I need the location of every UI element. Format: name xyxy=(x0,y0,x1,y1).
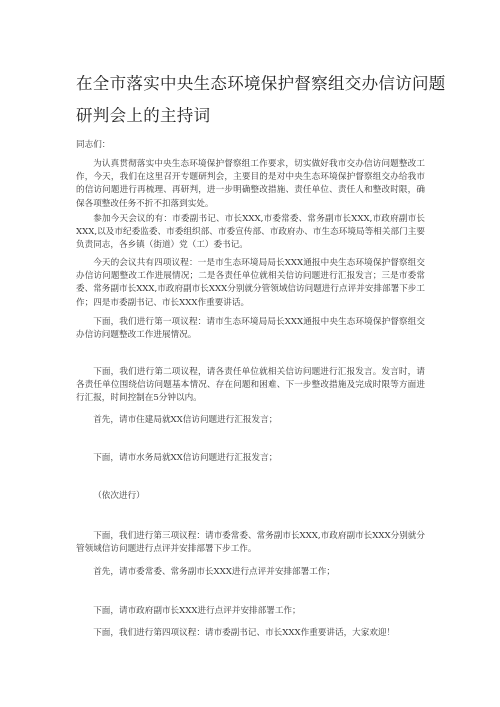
paragraph-vice-mayor: 下面，请市政府副市长XXX进行点评并安排部署工作； xyxy=(93,606,301,616)
paragraph-attendees: 参加今天会议的有：市委副书记、市长XXX,市委常委、常务副市长XXX,市政府副市长XXX,以及市纪委监委、市委组织部、市委宣传部、市政府办、市生态环境局等相关部门主要负责同志，各乡镇（街道）党（工）委书记。 xyxy=(76,214,425,251)
paragraph-agenda-item-1: 下面，我们进行第一项议程：请市生态环境局局长XXX通报中央生态环境保护督察组交办信访问题整改工作进展情况。 xyxy=(76,317,425,341)
paragraph-in-sequence: （依次进行） xyxy=(93,491,145,501)
greeting: 同志们： xyxy=(76,140,111,150)
paragraph-agenda: 今天的会议共有四项议程：一是市生态环境局局长XXX通报中央生态环境保护督察组交办信访问题整改工作进展情况；二是各责任单位就相关信访问题进行汇报发言；三是市委常委、常务副市长XXX,市政府副市长XXX分别就分管领域信访问题进行点评并安排部署下步工作；四是市委副书记、市长XXX作重要讲话。 xyxy=(76,258,425,308)
paragraph-agenda-item-4: 下面，我们进行第四项议程：请市委副书记、市长XXX作重要讲话，大家欢迎！ xyxy=(93,628,396,638)
paragraph-housing-bureau: 首先，请市住建局就XX信访问题进行汇报发言； xyxy=(93,415,278,425)
paragraph-agenda-item-2: 下面，我们进行第二项议程，请各责任单位就相关信访问题进行汇报发言。发言时，请各责任单位围绕信访问题基本情况、存在问题和困难、下一步整改措施及完成时限等方面进行汇报，时间控制在5分钟以内。 xyxy=(76,367,425,404)
document-title-line-1: 在全市落实中央生态环境保护督察组交办信访问题 xyxy=(76,74,446,93)
paragraph-purpose: 为认真贯彻落实中央生态环境保护督察组工作要求，切实做好我市交办信访问题整改工作，今天，我们在这里召开专题研判会，主要目的是对中央生态环境保护督察组交办给我市的信访问题进行再梳理、再研判，进一步明确整改措施、责任单位、责任人和整改时限，确保各项整改任务不折不扣落到实处。 xyxy=(76,159,425,209)
paragraph-water-bureau: 下面，请市水务局就XX信访问题进行汇报发言； xyxy=(93,453,278,463)
document-title-line-2: 研判会上的主持词 xyxy=(76,106,211,125)
paragraph-agenda-item-3: 下面，我们进行第三项议程：请市委常委、常务副市长XXX,市政府副市长XXX分别就分管领域信访问题进行点评并安排部署下步工作。 xyxy=(76,531,425,555)
paragraph-executive-vice-mayor: 首先，请市委常委、常务副市长XXX进行点评并安排部署工作； xyxy=(93,567,335,577)
